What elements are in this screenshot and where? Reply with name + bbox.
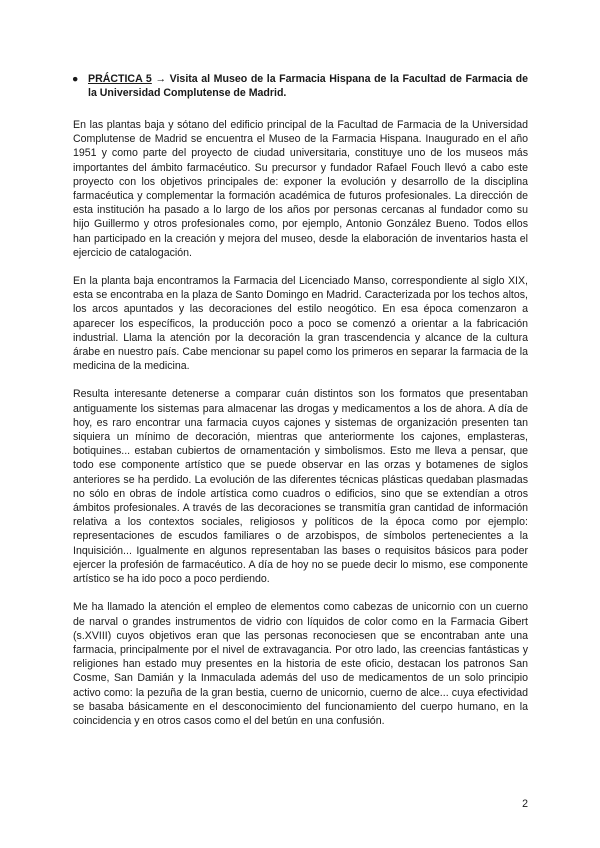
practice-heading [72,72,529,100]
practice-title: Visita al Museo de la Farmacia Hispana de la Facultad de Farmacia de la Universidad Complutense de Madrid. [88,73,529,100]
arrow-icon: → [155,73,167,85]
paragraph-museum-intro: En las plantas baja y sótano del edificio principal de la Facultad de Farmacia de la Universidad Complutense de Madrid se encuentra el Museo de la Farmacia Hispana. Inaugurado en el año 1951 y como parte del proyecto de ciudad universitaria, constituye uno de los museos más importantes del ámbito farmacéutico. Su precursor y fundador Rafael Fouch llevó a cabo este proyecto con los objetivos principales de: exponer la evolución y desarrollo de la disciplina farmacéutica y complementar la formación académica de futuros profesionales. La dirección de esta institución ha pasado a lo largo de los años por personas cercanas al fundador como su hijo Guillermo y otros profesionales como, por ejemplo, Antonio González Bueno. Todos ellos han participado en la creación y mejora del museo, desde la elaboración de inventarios hasta el ejercicio de catalogación. [73,119,528,259]
paragraph-storage-systems: Resulta interesante detenerse a comparar cuán distintos son los formatos que presentaban antiguamente los sistemas para almacenar las drogas y medicamentos a los de ahora. A día de hoy, es raro encontrar una farmacia cuyos cajones y sistemas de organización presenten tan siquiera un mínimo de decoración, mientras que anteriormente los cajones, emplasteras, botiquines... estaban cubiertos de ornamentación y simbolismos. Esto me lleva a pensar, que todo ese componente artístico que se puede observar en las orzas y botamenes de siglos anteriores se ha perdido. La evolución de las diferentes técnicas plásticas quedaban plasmadas no sólo en obras de índole artística como cuadros o edificios, sino que se extendían a otros ámbitos profesionales. A través de las decoraciones se transmitía gran cantidad de información relativa a los contextos sociales, religiosos y políticos de la época como por ejemplo: representaciones de escudos familiares o de arzobispos, de símbolos pertenecientes a la Inquisición... Igualmente en algunos representaban las bases o requisitos básicos para poder ejercer la profesión de farmacéutico. A día de hoy no se puede decir lo mismo, ese componente artístico se ha ido poco a poco perdiendo. [73,388,528,586]
document-body [73,118,528,742]
bullet-icon: ● [72,73,79,85]
paragraph-unicorn-elements: Me ha llamado la atención el empleo de elementos como cabezas de unicornio con un cuerno de narval o grandes instrumentos de vidrio con líquidos de color como en la Farmacia Gibert (s.XVIII) cuyos objetivos eran que las personas reconociesen que se encontraban ante una farmacia, principalmente por el nivel de extravagancia. Por otro lado, las creencias fantásticas y religiones han estado muy presentes en la historia de este oficio, destacan los patronos San Cosme, San Damián y la Inmaculada además del uso de medicamentos de un solo principio activo como: la pezuña de la gran bestia, cuerno de unicornio, cuerno de alce... cuya efectividad se basaba básicamente en el desconocimiento del funcionamiento del cuerpo humano, en la coincidencia y en otros casos como el del betún en una confusión. [73,601,528,727]
practice-label: PRÁCTICA 5 [88,73,152,85]
paragraph-manso-pharmacy: En la planta baja encontramos la Farmacia del Licenciado Manso, correspondiente al siglo XIX, esta se encontraba en la plaza de Santo Domingo en Madrid. Caracterizada por los techos altos, los arcos apuntados y las decoraciones del estilo neogótico. En esa época comenzaron a aparecer los específicos, la producción poco a poco se comenzó a orientar a la fabricación industrial. Llama la atención por la decoración la gran trascendencia y alcance de la cultura árabe en nuestro país. Cabe mencionar su papel como los primeros en separar la farmacia de la medicina de la medicina. [73,275,528,373]
page-number: 2 [522,798,528,810]
